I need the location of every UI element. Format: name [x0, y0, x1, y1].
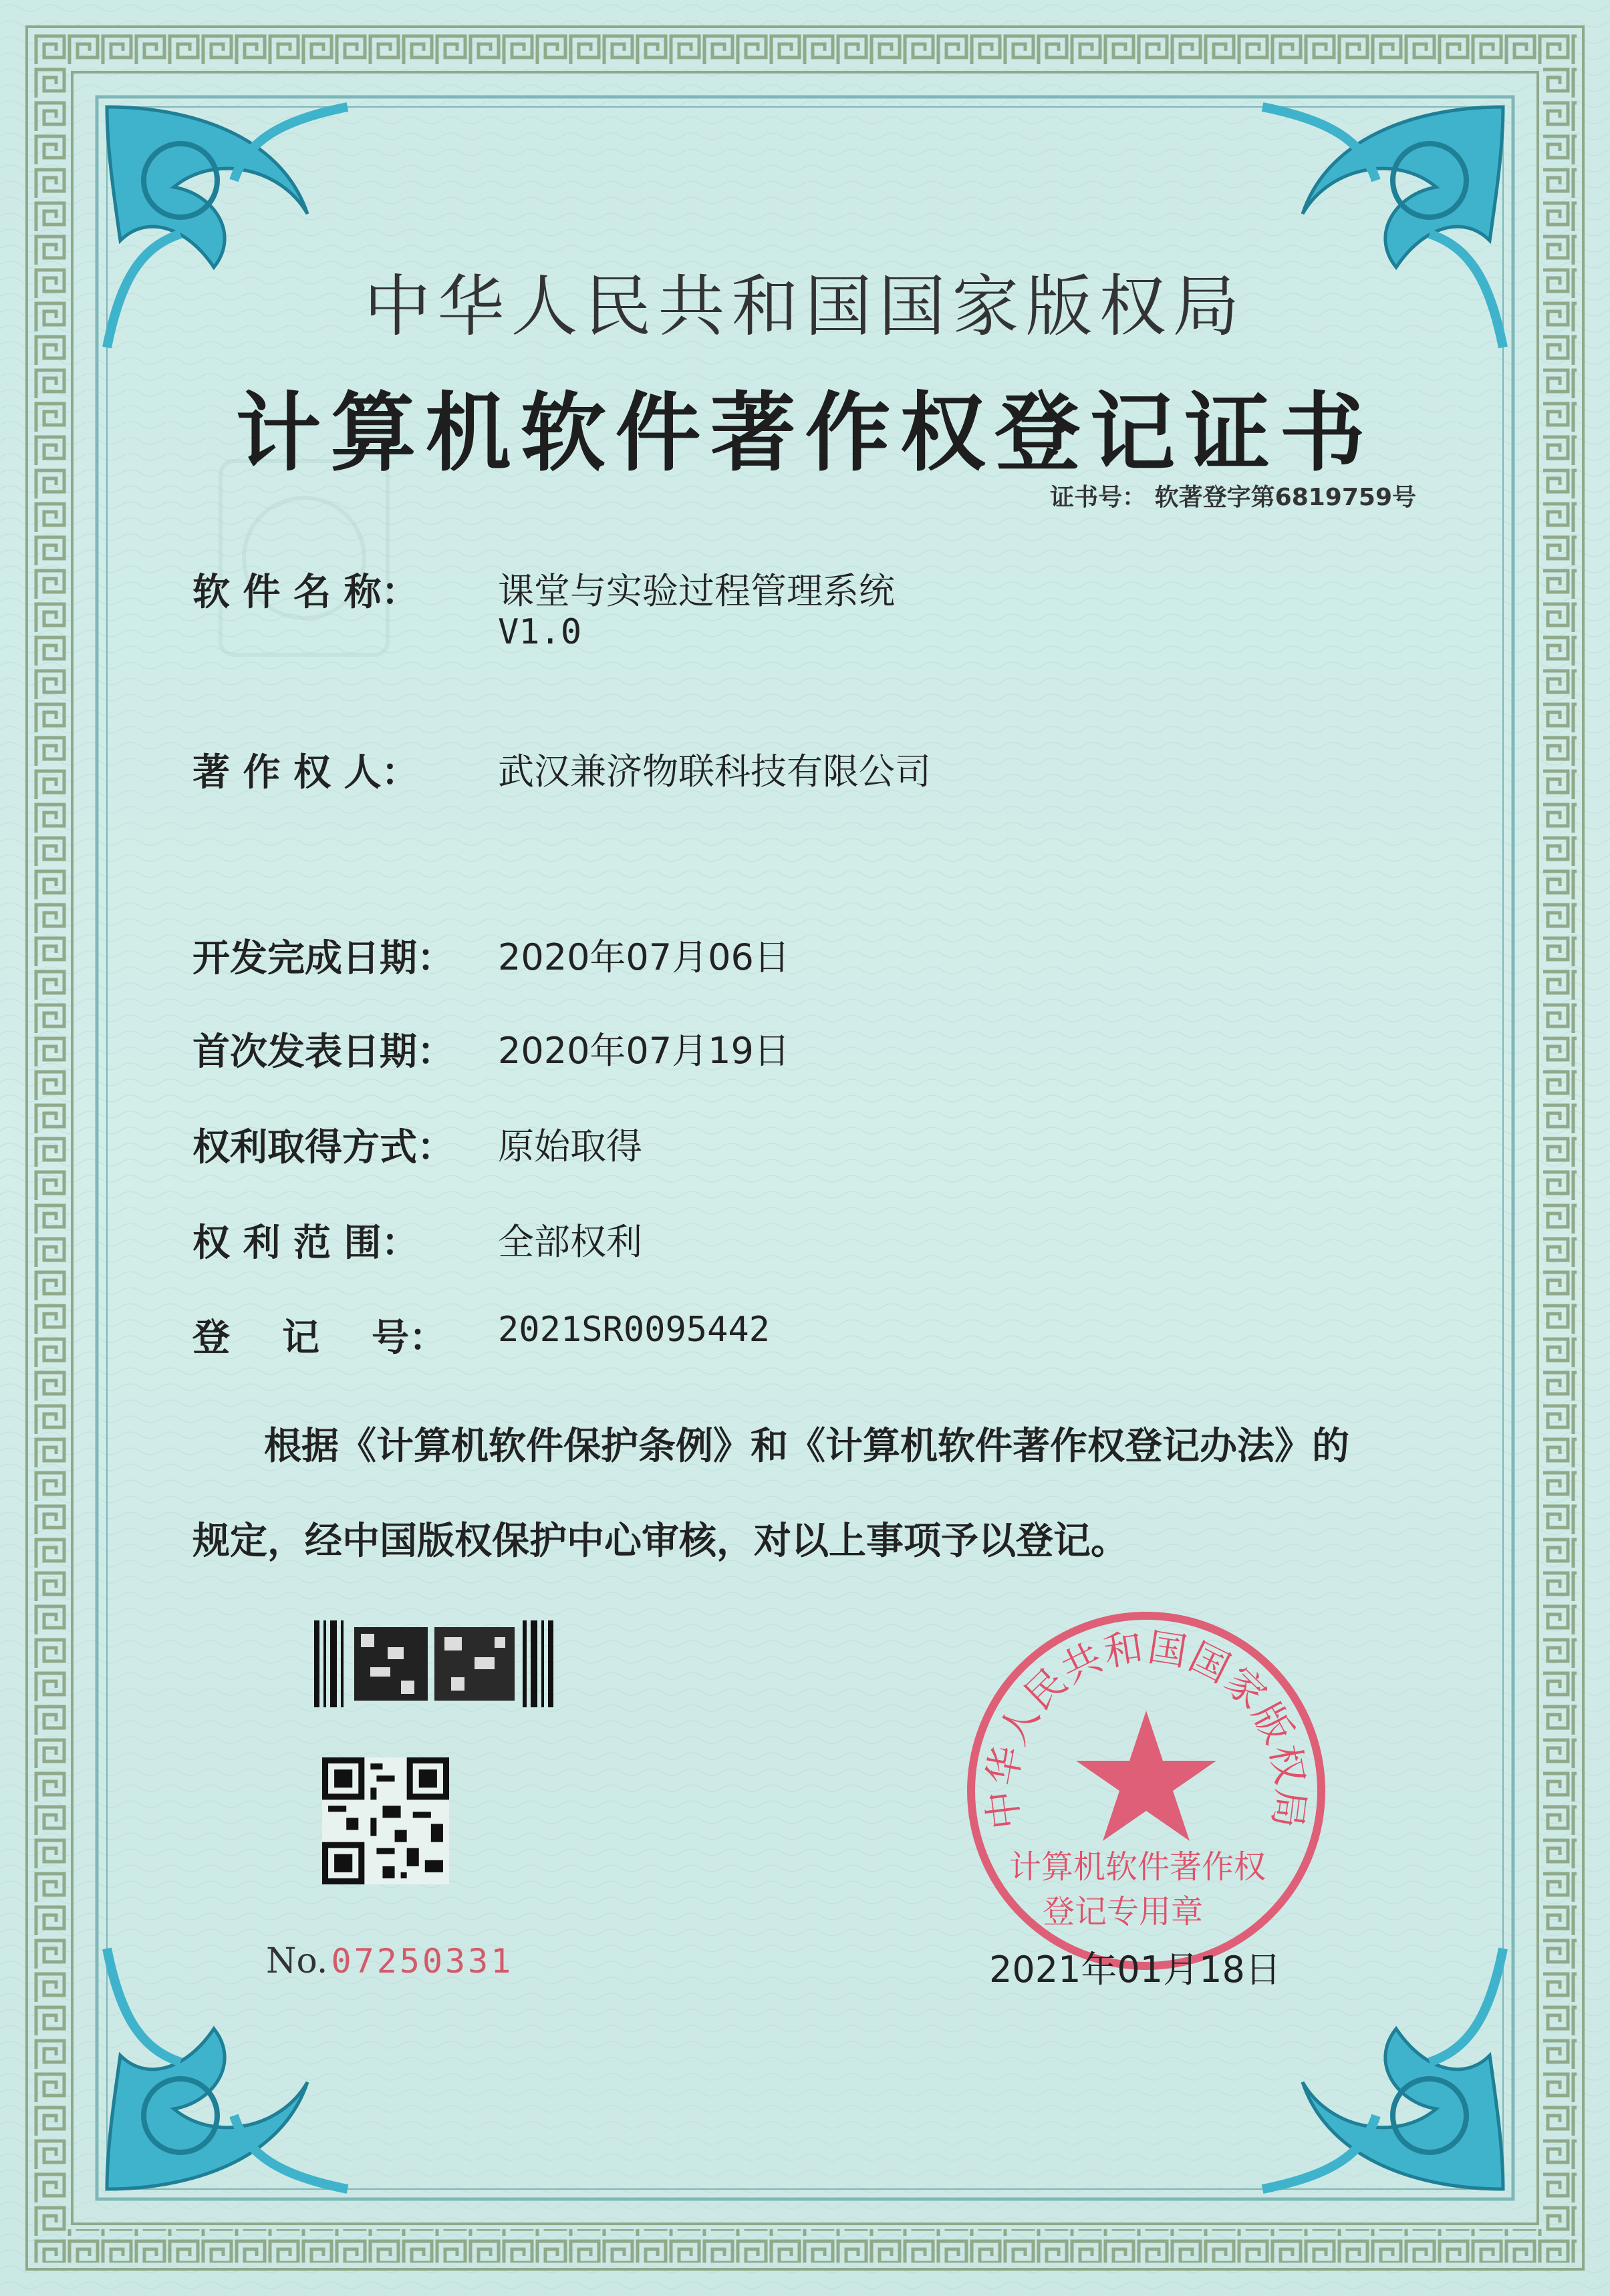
- field-value-owner: 武汉兼济物联科技有限公司: [498, 750, 931, 793]
- seal-star-icon: [1076, 1711, 1216, 1841]
- field-label-rights-scope: 权 利 范 围：: [192, 1222, 419, 1265]
- field-label-owner: 著 作 权 人：: [192, 751, 419, 795]
- field-label-completion-date: 开发完成日期：: [192, 937, 454, 980]
- field-label-acquisition-method: 权利取得方式：: [192, 1126, 454, 1169]
- certificate-number: [1050, 478, 1416, 513]
- issuing-authority: 中华人民共和国国家版权局: [364, 267, 1246, 345]
- field-value-software-version: V1.0: [498, 612, 582, 652]
- field-label-publish-date: 首次发表日期：: [192, 1030, 454, 1074]
- seal-ring-text: 中华人民共和国国家版权局: [978, 1624, 1314, 1832]
- qr-code: [322, 1757, 449, 1884]
- serial-number-value: 07250331: [331, 1942, 514, 1981]
- field-value-registration-number: 2021SR0095442: [498, 1310, 770, 1350]
- issue-date: 2021年01月18日: [989, 1949, 1281, 1991]
- field-value-publish-date: 2020年07月19日: [498, 1030, 790, 1072]
- statement-line-1: 根据《计算机软件保护条例》和《计算机软件著作权登记办法》的: [264, 1425, 1349, 1468]
- certificate-number-label: 证书号：: [1050, 484, 1147, 511]
- serial-number: [266, 1941, 513, 1981]
- serial-number-label: No.: [266, 1941, 328, 1981]
- field-value-rights-scope: 全部权利: [498, 1221, 642, 1263]
- field-label-registration-number: 登 记 号：: [192, 1316, 446, 1360]
- certificate-title: 计算机软件著作权登记证书: [235, 383, 1375, 483]
- statement-line-2: 规定，经中国版权保护中心审核，对以上事项予以登记。: [192, 1520, 1128, 1563]
- seal-line-2: 登记专用章: [1043, 1893, 1204, 1930]
- barcode: [314, 1620, 555, 1707]
- field-label-software-name: 软 件 名 称：: [192, 571, 419, 614]
- seal-line-1: 计算机软件著作权: [1009, 1848, 1266, 1886]
- certificate-number-value: 软著登字第6819759号: [1154, 484, 1416, 511]
- field-value-software-name: 课堂与实验过程管理系统: [498, 570, 895, 612]
- field-value-completion-date: 2020年07月06日: [498, 936, 790, 978]
- field-value-acquisition-method: 原始取得: [498, 1125, 642, 1167]
